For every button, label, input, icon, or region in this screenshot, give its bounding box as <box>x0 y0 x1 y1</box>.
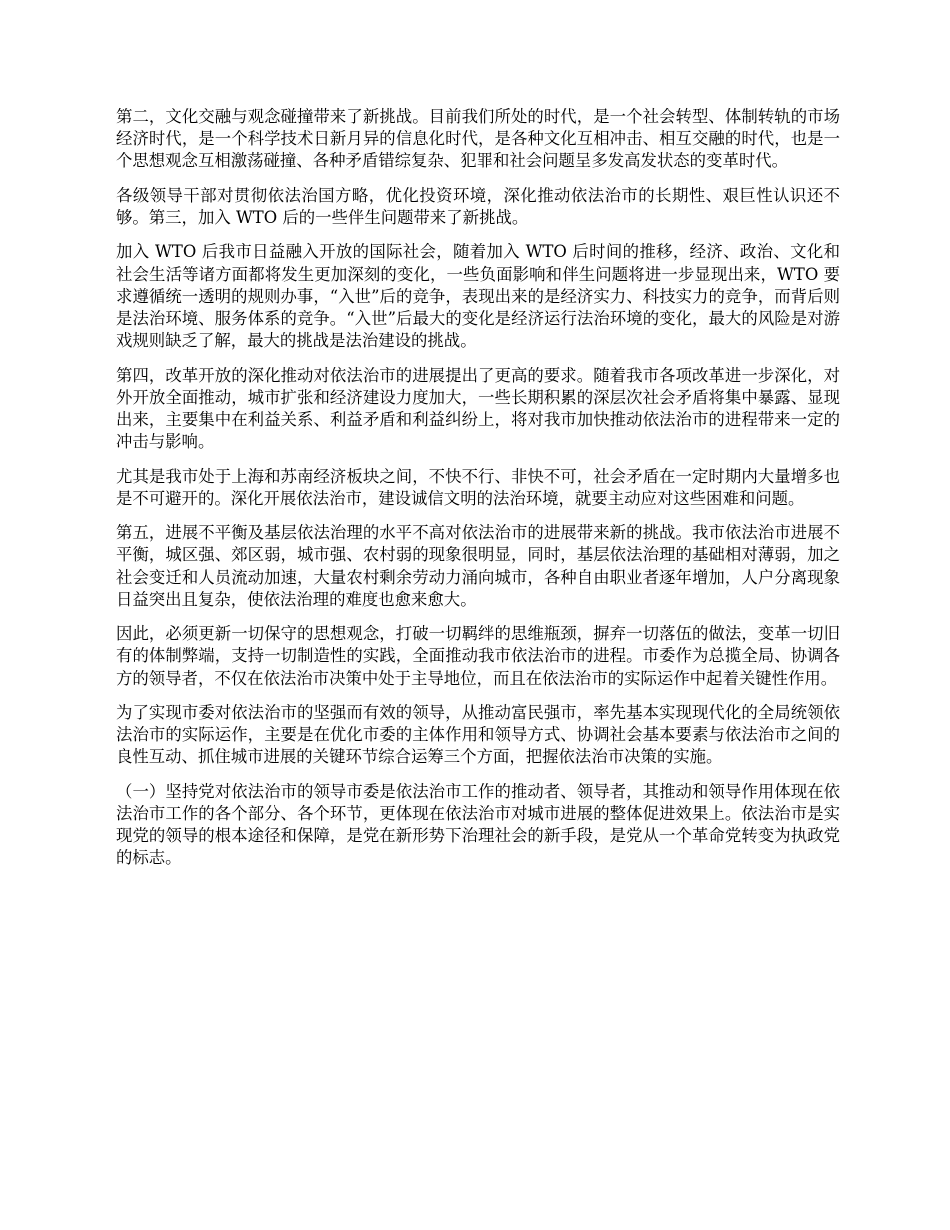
paragraph-8: 为了实现市委对依法治市的坚强而有效的领导，从推动富民强市，率先基本实现现代化的全局统领依法治市的实际运作，主要是在优化市委的主体作用和领导方式、协调社会基本要素与依法治市之间的良性互动、抓住城市进展的关键环节综合运筹三个方面，把握依法治市决策的实施。 <box>116 702 840 767</box>
paragraph-7: 因此，必须更新一切保守的思想观念，打破一切羁绊的思维瓶颈，摒弃一切落伍的做法，变革一切旧有的体制弊端，支持一切制造性的实践，全面推动我市依法治市的进程。市委作为总揽全局、协调各方的领导者，不仅在依法治市决策中处于主导地位，而且在依法治市的实际运作中起着关键性作用。 <box>116 624 840 688</box>
paragraph-1: 第二，文化交融与观念碰撞带来了新挑战。目前我们所处的时代，是一个社会转型、体制转轨的市场经济时代，是一个科学技术日新月异的信息化时代，是各种文化互相冲击、相互交融的时代，也是一个思想观念互相激荡碰撞、各种矛盾错综复杂、犯罪和社会问题呈多发高发状态的变革时代。 <box>116 107 840 171</box>
document-body <box>116 106 840 882</box>
paragraph-3: 加入 WTO 后我市日益融入开放的国际社会，随着加入 WTO 后时间的推移，经济、政治、文化和社会生活等诸方面都将发生更加深刻的变化，一些负面影响和伴生问题将进一步显现出来，WTO 要求遵循统一透明的规则办事，“入世”后的竞争，表现出来的是经济实力、科技实力的竞争，而背后则是法治环境、服务体系的竞争。“入世”后最大的变化是经济运行法治环境的变化，最大的风险是对游戏规则缺乏了解，最大的挑战是法治建设的挑战。 <box>116 242 840 351</box>
paragraph-2: 各级领导干部对贯彻依法治国方略，优化投资环境，深化推动依法治市的长期性、艰巨性认识还不够。第三，加入 WTO 后的一些伴生问题带来了新挑战。 <box>116 185 840 227</box>
paragraph-4: 第四，改革开放的深化推动对依法治市的进展提出了更高的要求。随着我市各项改革进一步深化，对外开放全面推动，城市扩张和经济建设力度加大，一些长期积累的深层次社会矛盾将集中暴露、显现出来，主要集中在利益关系、利益矛盾和利益纠纷上，将对我市加快推动依法治市的进程带来一定的冲击与影响。 <box>116 365 840 452</box>
paragraph-9: （一）坚持党对依法治市的领导市委是依法治市工作的推动者、领导者，其推动和领导作用体现在依法治市工作的各个部分、各个环节，更体现在依法治市对城市进展的整体促进效果上。依法治市是实现党的领导的根本途径和保障，是党在新形势下治理社会的新手段，是党从一个革命党转变为执政党的标志。 <box>116 781 840 868</box>
paragraph-5: 尤其是我市处于上海和苏南经济板块之间，不快不行、非快不可，社会矛盾在一定时期内大量增多也是不可避开的。深化开展依法治市，建设诚信文明的法治环境，就要主动应对这些困难和问题。 <box>116 466 840 508</box>
paragraph-6: 第五，进展不平衡及基层依法治理的水平不高对依法治市的进展带来新的挑战。我市依法治市进展不平衡，城区强、郊区弱，城市强、农村弱的现象很明显，同时，基层依法治理的基础相对薄弱，加之社会变迁和人员流动加速，大量农村剩余劳动力涌向城市，各种自由职业者逐年增加，人户分离现象日益突出且复杂，使依法治理的难度也愈来愈大。 <box>116 523 840 609</box>
